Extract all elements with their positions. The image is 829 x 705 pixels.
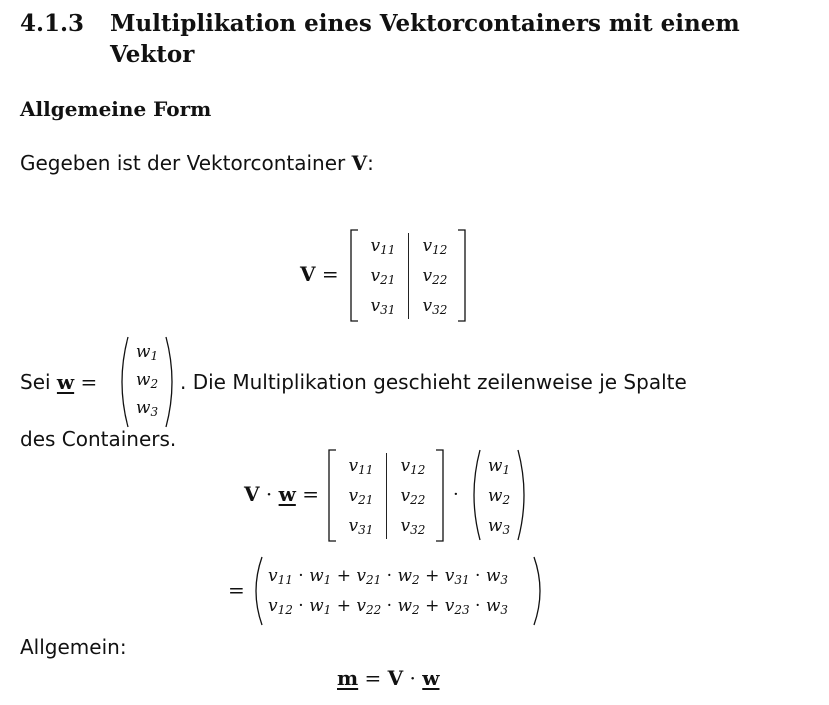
operator: +	[331, 566, 357, 586]
matrix-v-v32: $v_{32}$	[422, 296, 448, 317]
general-m: m	[337, 666, 359, 690]
general-equals: =	[364, 666, 382, 690]
term-w2: $w_2$	[397, 596, 420, 617]
term-w3: $w_3$	[485, 596, 509, 617]
matrix-v-lhs	[300, 262, 339, 286]
product-matrix-cell	[335, 456, 387, 476]
product-matrix-v21: $v_{21}$	[348, 486, 374, 507]
product-matrix-v31: $v_{31}$	[348, 516, 374, 537]
matrix-v-cell	[409, 266, 461, 286]
general-v: V	[387, 666, 404, 690]
matrix-v-v11: $v_{11}$	[370, 236, 396, 257]
vector-w-continuation: des Containers.	[20, 427, 177, 451]
product-vector-cell	[478, 456, 520, 476]
term-v21: $v_{21}$	[356, 566, 382, 587]
vector-w-equals: =	[80, 370, 98, 394]
product-vector-cell	[478, 516, 520, 536]
operator: ·	[292, 596, 310, 616]
result-row-2	[268, 596, 508, 616]
product-vector-cell	[478, 486, 520, 506]
product-dot: ·	[453, 484, 459, 505]
operator: +	[331, 596, 357, 616]
term-v23: $v_{23}$	[444, 596, 470, 617]
term-w3: $w_3$	[485, 566, 509, 587]
product-matrix-cell	[335, 516, 387, 536]
intro-suffix: :	[367, 151, 374, 175]
term-w1: $w_1$	[309, 596, 332, 617]
product-matrix-cell	[335, 486, 387, 506]
term-v12: $v_{12}$	[268, 596, 293, 617]
vector-w-w2: $w_2$	[135, 370, 159, 391]
section-title: Multiplikation eines Vektorcontainers mit einem Vektor	[110, 10, 740, 68]
vector-w-lead	[20, 370, 97, 394]
product-lhs-w: w	[278, 482, 296, 506]
product-matrix-cell	[387, 456, 439, 476]
operator: ·	[381, 596, 398, 616]
term-v22: $v_{22}$	[356, 596, 382, 617]
vector-w-symbol: w	[56, 370, 75, 394]
intro-symbol: V	[351, 151, 368, 175]
vector-w-cell	[126, 342, 168, 362]
term-v11: $v_{11}$	[268, 566, 293, 587]
matrix-v-cell	[409, 296, 461, 316]
section-number: 4.1.3	[20, 10, 85, 37]
product-vector-w1: $w_1$	[487, 456, 511, 477]
intro-paragraph	[20, 151, 374, 175]
general-dot: ·	[409, 666, 416, 690]
vector-w-after-text: . Die Multiplikation geschieht zeilenweise je Spalte	[180, 370, 687, 394]
matrix-v-v31: $v_{31}$	[370, 296, 396, 317]
product-lhs-dot: ·	[265, 482, 273, 506]
product-matrix-v32: $v_{32}$	[400, 516, 426, 537]
product-matrix-cell	[387, 486, 439, 506]
product-vector-w3: $w_3$	[487, 516, 511, 537]
result-row-1	[268, 566, 508, 586]
product-lhs-equals: =	[302, 482, 319, 506]
operator: ·	[469, 566, 486, 586]
matrix-v-v12: $v_{12}$	[422, 236, 448, 257]
subsection-title: Allgemeine Form	[20, 97, 212, 121]
product-lhs-v: V	[244, 482, 260, 506]
operator: ·	[381, 566, 398, 586]
vector-w-w3: $w_3$	[135, 398, 159, 419]
operator: ·	[292, 566, 310, 586]
general-label: Allgemein:	[20, 635, 127, 659]
operator: +	[419, 596, 445, 616]
matrix-v-v22: $v_{22}$	[422, 266, 448, 287]
product-matrix-v12: $v_{12}$	[400, 456, 426, 477]
general-equation	[337, 666, 439, 690]
term-w1: $w_1$	[309, 566, 332, 587]
matrix-v-v21: $v_{21}$	[370, 266, 396, 287]
product-matrix-cell	[387, 516, 439, 536]
vector-w-cell	[126, 370, 168, 390]
matrix-v-equals: =	[321, 262, 339, 286]
matrix-v-cell	[357, 296, 409, 316]
matrix-v-symbol: V	[300, 262, 316, 286]
product-matrix-v22: $v_{22}$	[400, 486, 426, 507]
vector-w-w1: $w_1$	[135, 342, 159, 363]
term-v31: $v_{31}$	[444, 566, 470, 587]
operator: +	[419, 566, 445, 586]
intro-text: Gegeben ist der Vektorcontainer	[20, 151, 352, 175]
vector-w-cell	[126, 398, 168, 418]
vector-w-lead-text: Sei	[20, 370, 57, 394]
product-vector-w2: $w_2$	[487, 486, 511, 507]
general-w: w	[422, 666, 440, 690]
product-matrix-v11: $v_{11}$	[348, 456, 374, 477]
matrix-v-cell	[357, 236, 409, 256]
result-equals: =	[228, 578, 245, 602]
operator: ·	[469, 596, 486, 616]
matrix-v-cell	[357, 266, 409, 286]
product-lhs	[244, 482, 319, 506]
term-w2: $w_2$	[397, 566, 420, 587]
matrix-v-cell	[409, 236, 461, 256]
